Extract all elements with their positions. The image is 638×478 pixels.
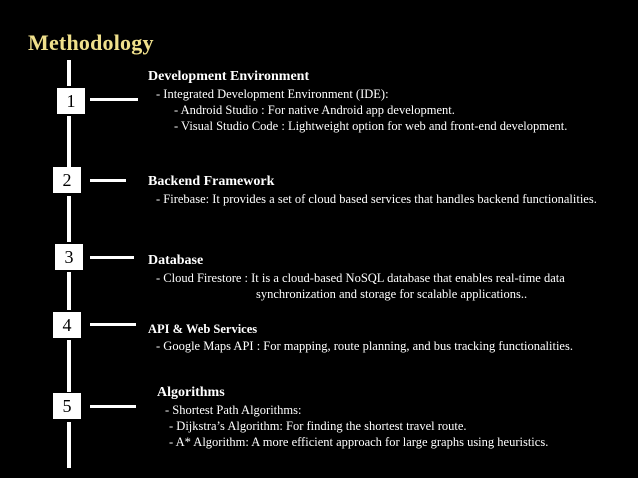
step-number-box: 3 [55, 244, 83, 270]
step-number-box: 4 [53, 312, 81, 338]
section-line: - Firebase: It provides a set of cloud based services that handles backend functionalities. [156, 192, 597, 206]
section-heading: Development Environment [148, 69, 310, 84]
timeline-line [67, 196, 71, 242]
section-heading: Backend Framework [148, 174, 275, 189]
step-connector [90, 256, 134, 259]
section-line: - Shortest Path Algorithms: [165, 403, 302, 417]
section-line: - A* Algorithm: A more efficient approach for large graphs using heuristics. [169, 435, 549, 449]
section-line: - Dijkstra’s Algorithm: For finding the shortest travel route. [169, 419, 467, 433]
section-line: - Visual Studio Code : Lightweight option for web and front-end development. [174, 119, 568, 133]
section-heading: Database [148, 253, 204, 268]
section-line: - Google Maps API : For mapping, route planning, and bus tracking functionalities. [156, 339, 573, 353]
timeline-line [67, 340, 71, 392]
section-heading: API & Web Services [148, 322, 258, 336]
step-connector [90, 179, 126, 182]
section-database [148, 252, 565, 302]
section-heading: Algorithms [157, 385, 225, 400]
timeline-line [67, 272, 71, 310]
section-line: - Integrated Development Environment (IDE): [156, 87, 389, 101]
step-number-box: 1 [57, 88, 85, 114]
timeline-line [67, 422, 71, 468]
step-number-box: 5 [53, 393, 81, 419]
step-number-box: 2 [53, 167, 81, 193]
timeline-line [67, 60, 71, 86]
section-development-environment [148, 68, 567, 134]
step-connector [90, 323, 136, 326]
section-algorithms [157, 384, 548, 450]
timeline-line [67, 116, 71, 170]
section-api-web-services [148, 320, 573, 354]
section-backend-framework [148, 173, 597, 207]
section-line: - Android Studio : For native Android app development. [174, 103, 455, 117]
step-connector [90, 405, 136, 408]
step-connector [90, 98, 138, 101]
section-line: synchronization and storage for scalable applications.. [256, 287, 528, 301]
page-title: Methodology [28, 30, 154, 55]
section-line: - Cloud Firestore : It is a cloud-based NoSQL database that enables real-time data [156, 271, 565, 285]
